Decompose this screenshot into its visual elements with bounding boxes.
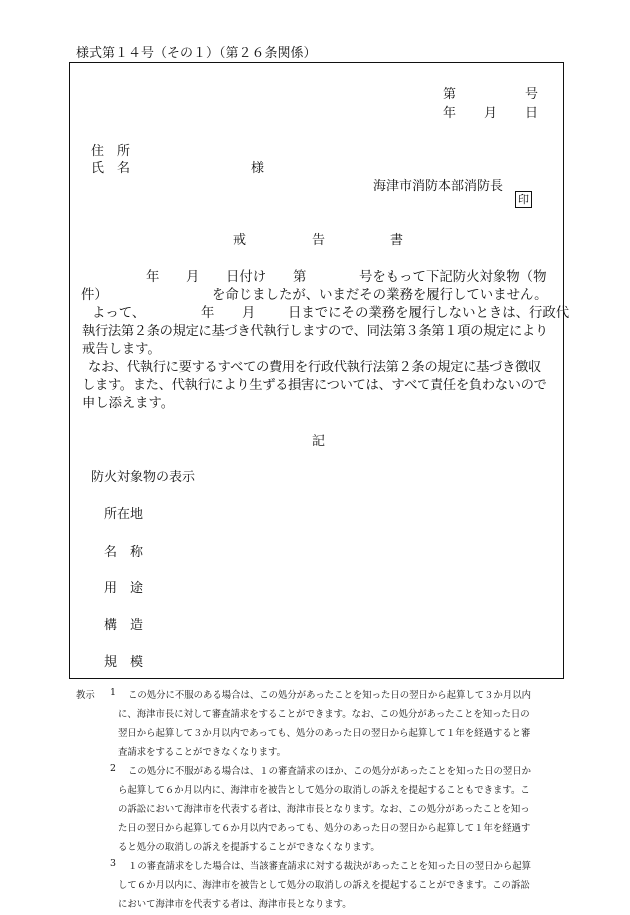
body-line6: なお、代執行に要するすべての費用を行政代執行法第２条の規定に基づき徴収	[88, 360, 541, 375]
body-line8: 申し添えます。	[82, 396, 175, 411]
body-line3-start: よって、	[92, 306, 146, 321]
note2-line1: この処分に不服がある場合は、１の審査請求のほか、この処分があったことを知った日の翌日か	[128, 766, 532, 777]
field-use-label: 用 途	[104, 581, 144, 596]
note1-line1: この処分に不服のある場合は、この処分があったことを知った日の翌日から起算して３か月以内	[128, 690, 532, 701]
date-day: 日	[525, 106, 539, 121]
note2-line2: ら起算して６か月以内に、海津市を被告として処分の取消しの訴えを提起することもできます。こ	[118, 785, 530, 796]
field-location-label: 所在地	[104, 507, 144, 522]
field-name-label: 名 称	[104, 545, 144, 560]
body-line1-dai: 第	[293, 270, 307, 285]
body-line1-year: 年	[146, 270, 160, 285]
note1-line2: に、海津市長に対して審査請求をすることができます。なお、この処分があったことを知った日の	[118, 709, 530, 720]
honorific: 様	[251, 161, 265, 176]
doc-title-char-3: 書	[390, 233, 404, 248]
address-label: 住 所	[91, 144, 131, 159]
sender-title: 海津市消防本部消防長	[373, 179, 504, 194]
number-prefix: 第	[443, 87, 457, 102]
note3-line3: において海津市を代表する者は、海津市長となります。	[118, 899, 352, 910]
note3-line2: して６か月以内に、海津市を被告として処分の取消しの訴えを提起することができます。この訴訟	[118, 880, 530, 891]
note2-line3: の訴訟において海津市を代表する者は、海津市長となります。なお、この処分があったことを知っ	[118, 804, 530, 815]
name-label: 氏 名	[91, 161, 131, 176]
note2-number: 2	[110, 763, 116, 774]
note1-line3: 翌日から起算して３か月以内であっても、処分のあった日の翌日から起算して１年を経過すると審	[118, 728, 531, 739]
body-line7: します。また、代執行により生ずる損害については、すべて責任を負わないので	[82, 378, 547, 393]
note1-line4: 査請求をすることができなくなります。	[118, 747, 287, 758]
body-line1-rest: 号をもって下記防火対象物（物	[359, 270, 547, 285]
object-heading: 防火対象物の表示	[91, 470, 196, 485]
doc-title-char-1: 戒	[233, 233, 247, 248]
body-line2-start: 件）	[81, 288, 108, 303]
body-line1-dateref: 日付け	[226, 270, 267, 285]
seal-stamp: 印	[515, 191, 532, 208]
body-line3-rest: 日までにその業務を履行しないときは、行政代	[288, 306, 570, 321]
body-line5: 戒告します。	[82, 342, 161, 357]
note3-line1: １の審査請求をした場合は、当該審査請求に対する裁決があったことを知った日の翌日から起算	[128, 861, 532, 872]
body-line1-month: 月	[186, 270, 200, 285]
note2-line5: ると処分の取消しの訴えを提訴することができなくなります。	[118, 842, 380, 853]
date-year: 年	[443, 106, 457, 121]
note2-line4: た日の翌日から起算して６か月以内であっても、処分のあった日の翌日から起算して１年を経過す	[118, 823, 531, 834]
date-month: 月	[484, 106, 498, 121]
number-suffix: 号	[525, 87, 539, 102]
note1-number: 1	[110, 687, 116, 698]
body-line3-year: 年	[201, 306, 215, 321]
field-scale-label: 規 模	[104, 655, 144, 670]
notes-label: 教示	[76, 690, 95, 701]
body-line4: 執行法第２条の規定に基づき代執行しますので、同法第３条第１項の規定により	[82, 324, 548, 339]
body-line2-rest: を命じましたが、いまだその業務を履行していません。	[212, 288, 548, 303]
ki-heading: 記	[312, 434, 326, 449]
form-number-title: 様式第１４号（その１）（第２６条関係）	[76, 46, 317, 61]
note3-number: 3	[110, 858, 116, 869]
doc-title-char-2: 告	[312, 233, 326, 248]
body-line3-month: 月	[242, 306, 256, 321]
field-structure-label: 構 造	[104, 618, 144, 633]
